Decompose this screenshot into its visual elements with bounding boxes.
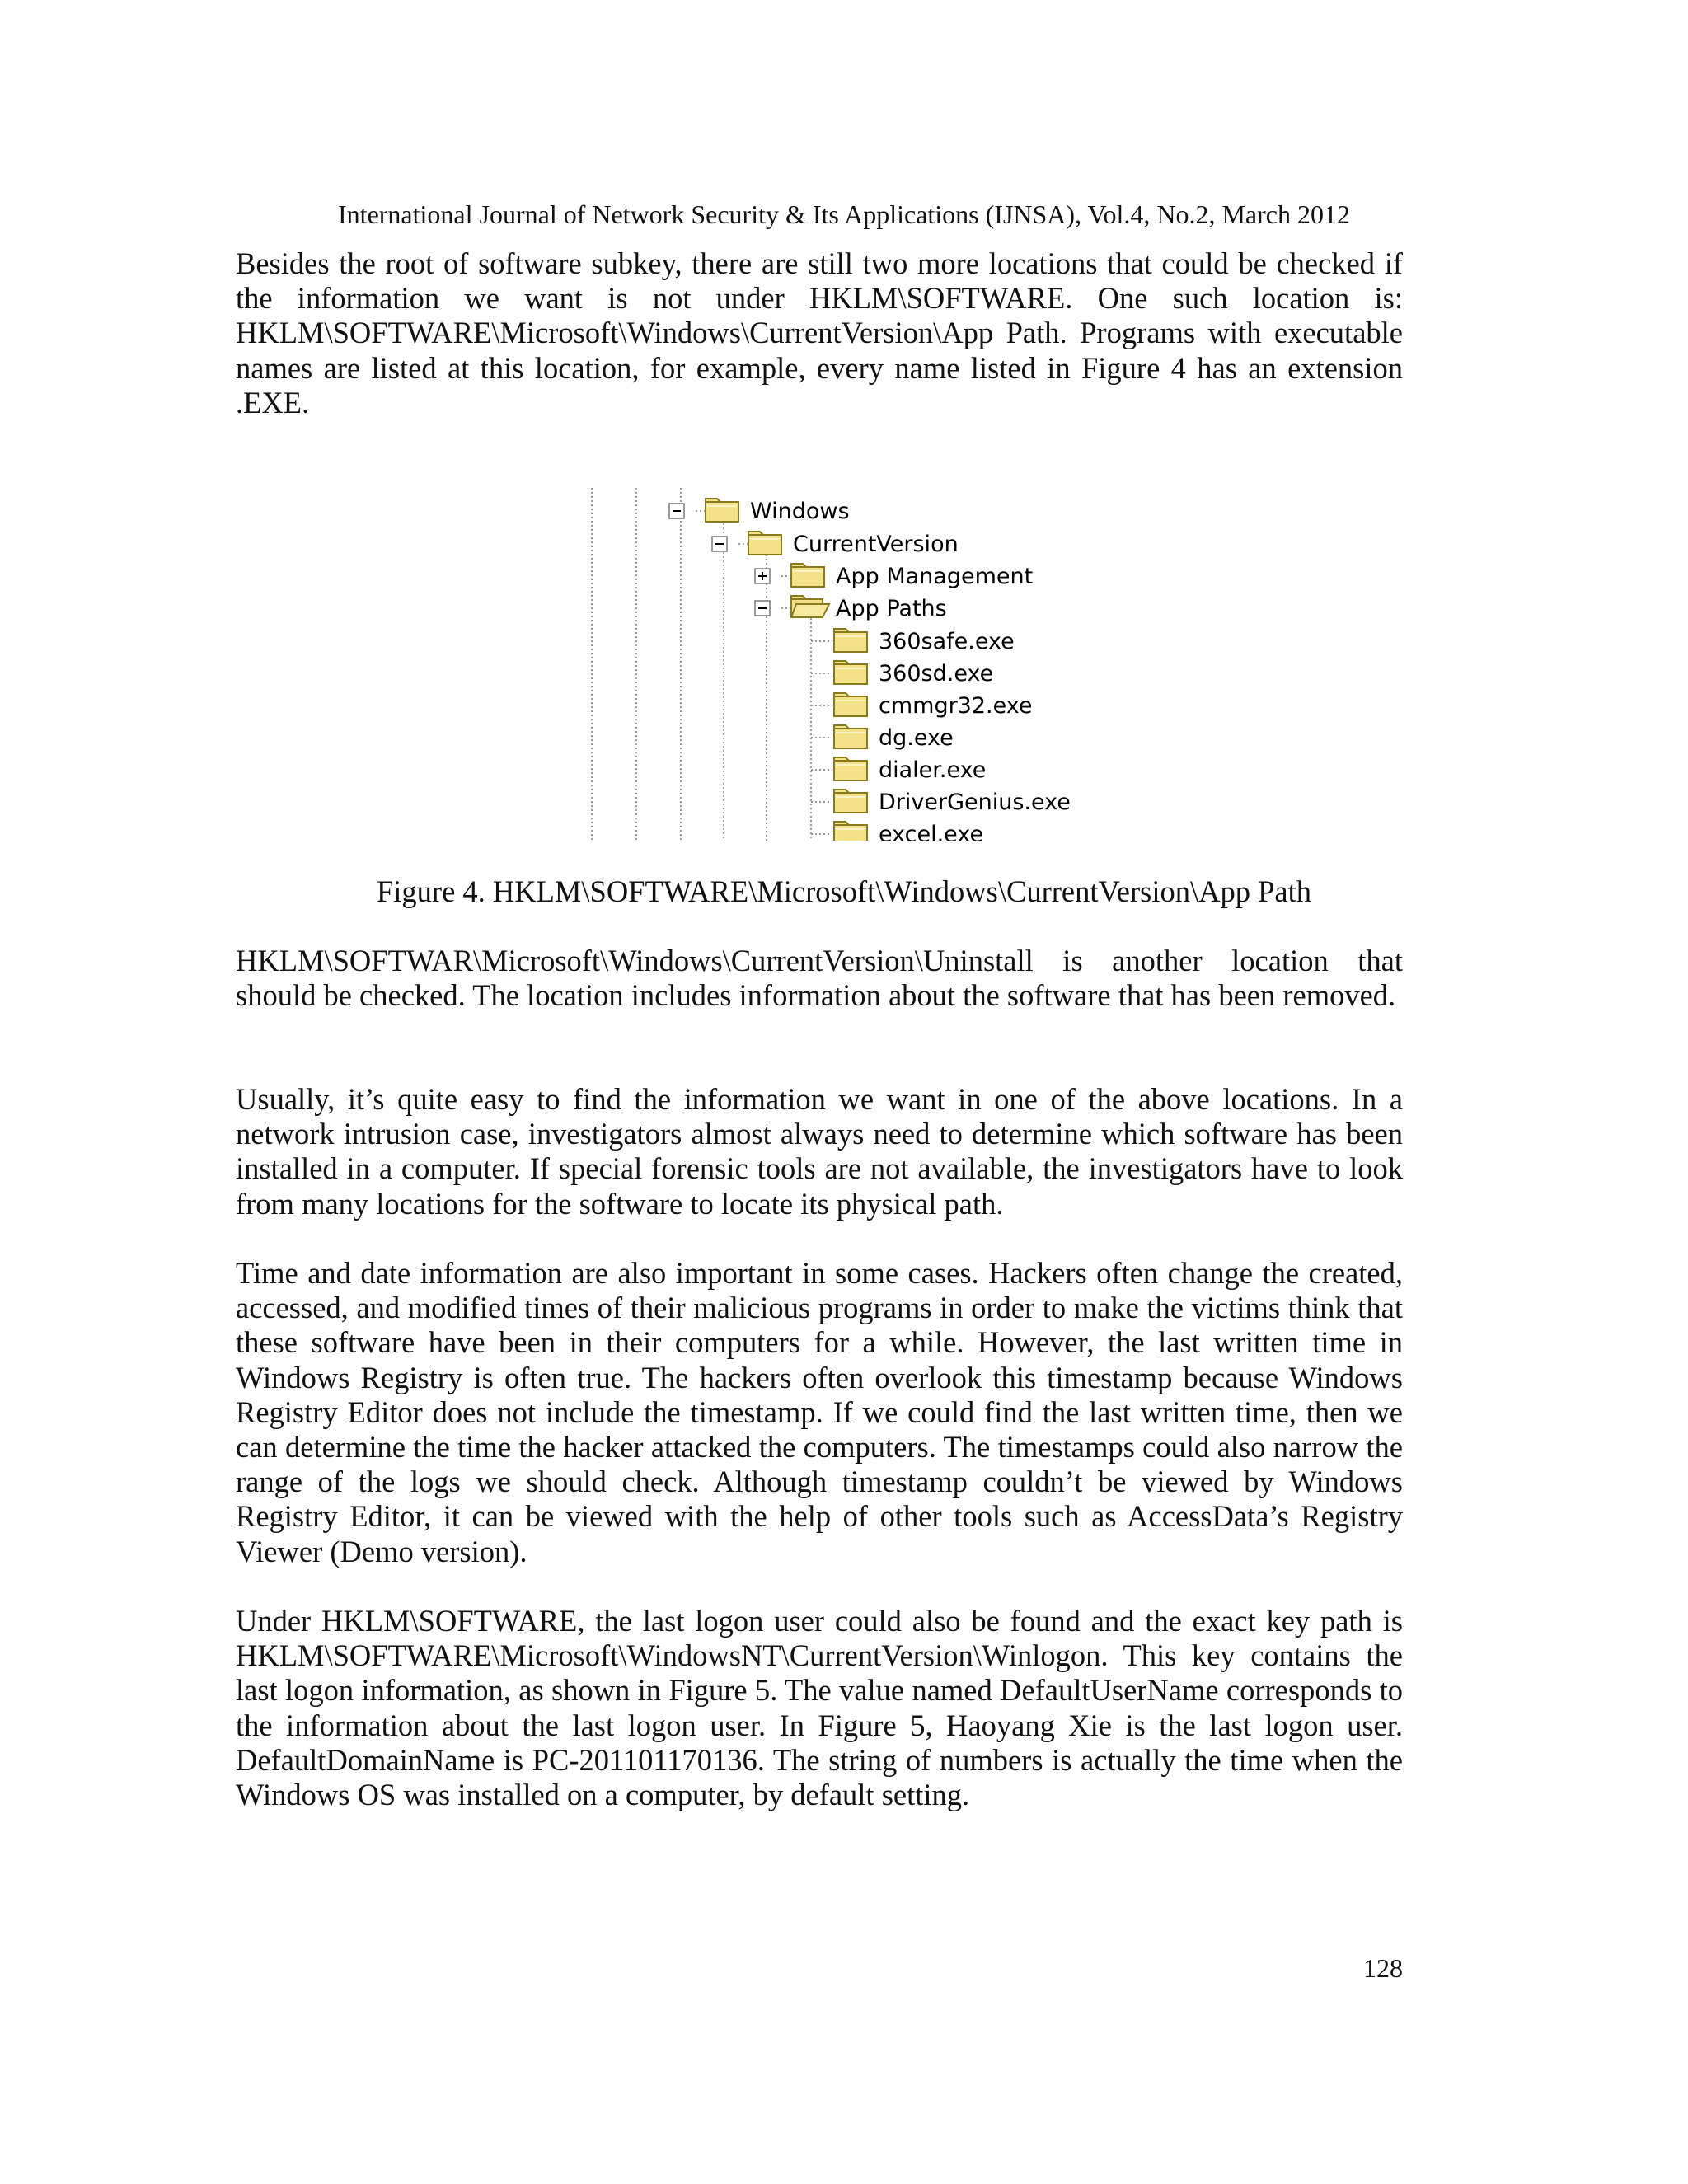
folder-icon	[834, 661, 867, 684]
tree-label-entry: DriverGenius.exe	[879, 790, 1071, 815]
folder-icon	[834, 629, 867, 652]
tree-entry[interactable]	[834, 629, 1015, 654]
folder-icon	[834, 757, 867, 780]
running-header: International Journal of Network Security & Its Applications (IJNSA), Vol.4, No.2, March 2012	[338, 199, 1350, 229]
collapse-icon[interactable]	[669, 504, 684, 518]
folder-icon	[834, 790, 867, 813]
folder-icon	[706, 499, 738, 522]
tree-entry[interactable]	[834, 822, 983, 841]
tree-label-app-management: App Management	[836, 564, 1034, 589]
tree-node-app-management[interactable]	[755, 564, 1033, 589]
tree-entry[interactable]	[834, 725, 954, 751]
tree-entry[interactable]	[834, 693, 1033, 719]
figure-4-registry-tree	[588, 488, 1083, 841]
paragraph-uninstall: HKLM\SOFTWAR\Microsoft\Windows\CurrentVersion\Uninstall is another location that should be checked. The location includes information about the software that has been removed.	[236, 944, 1403, 1013]
folder-icon	[834, 725, 867, 748]
paragraph-winlogon: Under HKLM\SOFTWARE, the last logon user could also be found and the exact key path is HKLM\SOFTWARE\Microsoft\WindowsNT\CurrentVersion\Winlogon. This key contains the last logon information, as shown in Figure 5. The value named DefaultUserName corresponds to the information about the last logon user. In Figure 5, Haoyang Xie is the last logon user. DefaultDomainName is PC-201101170136. The string of numbers is actually the time when the Windows OS was installed on a computer, by default setting.	[236, 1604, 1403, 1812]
tree-label-entry: dialer.exe	[879, 757, 987, 783]
figure-caption: Figure 4. HKLM\SOFTWARE\Microsoft\Windows\CurrentVersion\App Path	[376, 874, 1312, 908]
tree-node-currentversion[interactable]	[712, 532, 959, 557]
paragraph-app-path-intro: Besides the root of software subkey, there are still two more locations that could be checked if the information we want is not under HKLM\SOFTWARE. One such location is: HKLM\SOFTWARE\Microsoft\Windows\CurrentVersion\App Path. Programs with executable names are listed at this location, for example, every name listed in Figure 4 has an extension .EXE.	[236, 246, 1403, 419]
tree-label-currentversion: CurrentVersion	[793, 532, 959, 557]
tree-entry[interactable]	[834, 790, 1071, 815]
open-folder-icon	[791, 596, 829, 617]
paragraph-timestamps: Time and date information are also important in some cases. Hackers often change the created, accessed, and modified times of their malicious programs in order to make the victims think that these software have been in their computers for a while. However, the last written time in Windows Registry is often true. The hackers often overlook this timestamp because Windows Registry Editor does not include the timestamp. If we could find the last written time, then we can determine the time the hacker attacked the computers. The timestamps could also narrow the range of the logs we should check. Although timestamp couldn’t be viewed by Windows Registry Editor, it can be viewed with the help of other tools such as AccessData’s Registry Viewer (Demo version).	[236, 1256, 1403, 1568]
tree-label-entry: cmmgr32.exe	[879, 693, 1033, 719]
tree-label-entry: 360sd.exe	[879, 661, 994, 687]
expand-icon[interactable]	[755, 569, 770, 583]
tree-label-windows: Windows	[750, 499, 850, 524]
tree-label-entry: dg.exe	[879, 725, 954, 751]
tree-entry[interactable]	[834, 757, 986, 783]
folder-icon	[748, 532, 781, 555]
paragraph-locations: Usually, it’s quite easy to find the information we want in one of the above locations. In a network intrusion case, investigators almost always need to determine which software has been installed in a computer. If special forensic tools are not available, the investigators have to look from many locations for the software to locate its physical path.	[236, 1082, 1403, 1221]
page-number: 128	[1363, 1953, 1403, 1983]
folder-icon	[834, 693, 867, 716]
tree-label-app-paths: App Paths	[836, 596, 947, 621]
folder-icon	[834, 822, 867, 841]
folder-icon	[791, 564, 824, 587]
collapse-icon[interactable]	[712, 537, 727, 551]
tree-node-app-paths[interactable]	[755, 596, 947, 621]
tree-entry[interactable]	[834, 661, 993, 687]
collapse-icon[interactable]	[755, 601, 770, 616]
tree-label-entry: excel.exe	[879, 822, 984, 841]
tree-label-entry: 360safe.exe	[879, 629, 1015, 654]
